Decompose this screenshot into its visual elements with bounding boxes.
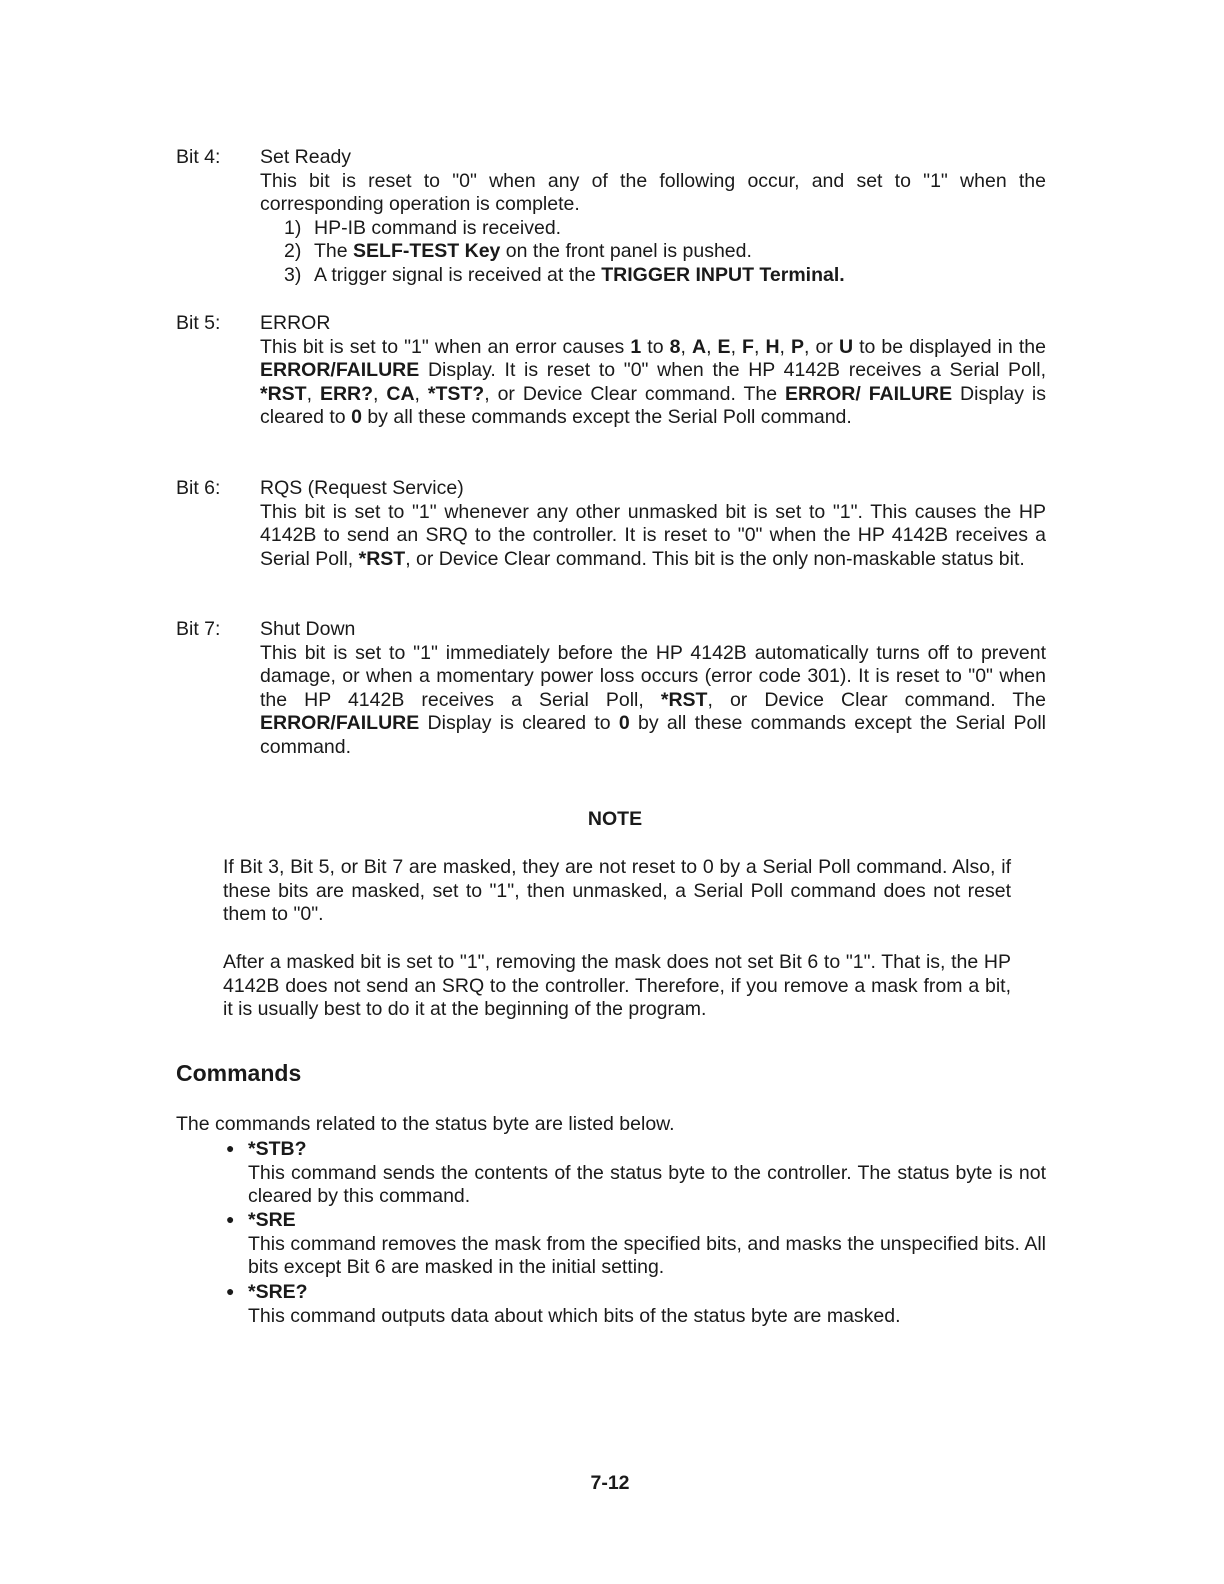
bold-term: ERR? [319,382,374,405]
bit-title: RQS (Request Service) [260,477,464,499]
list-item: 1) HP-IB command is received. [284,216,562,239]
bold-term: P [791,335,805,358]
text-run: Display. It is reset to "0" when the HP 4142B receives a Serial Poll, [419,359,1046,381]
text-run: This bit is set to "1" immediately before the HP 4142B automatically turns off to prevent damage, or when a momentary power loss occurs (error code 301). It is reset to "0" when the HP 4142B receives a Serial Poll, [260,641,1046,711]
bold-term: *TST? [427,382,485,405]
condition-list [260,217,1046,288]
text-run: , or Device Clear command. The [707,688,1046,711]
text-run: The [314,240,354,262]
text-run: , [730,335,743,358]
commands-intro: The commands related to the status byte are listed below. [176,1113,675,1135]
text-run: This bit is reset to "0" when any of the following occur, and set to "1" when the corresponding operation is complete. [260,169,1046,215]
bold-term: ERROR/FAILURE [260,712,420,734]
note-paragraph: After a masked bit is set to "1", removing the mask does not set Bit 6 to "1". That is, the HP 4142B does not send an SRQ to the controller. Therefore, if you remove a mask from a bit, it is usually best to do it at the beginning of the program. [223,951,1011,1020]
bold-term: F [742,335,754,358]
bit-label: Bit 6: [176,477,221,499]
command-name: *SRE? [248,1281,308,1303]
text-run: , [306,382,320,405]
bit-description [260,501,1046,572]
bold-term: 0 [618,712,630,734]
bold-term: *RST [260,382,307,405]
bit-6-entry [176,477,1046,571]
bit-label: Bit 4: [176,146,221,168]
text-run: This bit is set to "1" whenever any other unmasked bit is set to "1". This causes the HP 4142B to send an SRQ to the controller. It is reset to "0" when the HP 4142B receives a Serial Poll, [260,500,1046,570]
bit-4-entry [176,146,1046,287]
bold-term: A [691,335,707,358]
command-description: This command outputs data about which bits of the status byte are masked. [248,1304,901,1327]
text-run: Display is cleared to [419,712,619,734]
note-title: NOTE [587,808,643,830]
bit-description [260,336,1046,430]
text-run: , [779,335,792,358]
text-run: , [414,382,428,405]
bit-title: ERROR [260,312,331,334]
text-run: , or [804,335,839,358]
bold-term: ERROR/FAILURE [260,359,420,381]
text-run: , [680,335,692,358]
bold-term: 1 [630,335,642,358]
text-run: by all these commands except the Serial Poll command. [260,712,1046,758]
text-run: on the front panel is pushed. [500,240,752,262]
command-description: This command removes the mask from the specified bits, and masks the unspecified bits. All bits except Bit 6 are masked in the initial setting. [248,1232,1046,1278]
text-run: A trigger signal is received at the [314,263,602,286]
bit-7-entry [176,618,1046,759]
command-item [226,1137,1046,1209]
bold-term: *RST [358,547,406,570]
bit-title: Shut Down [260,618,356,640]
text-run: to [641,335,670,358]
page-number: 7-12 [590,1472,630,1494]
text-run: to be displayed in the [853,335,1046,358]
bit-description [260,170,1046,217]
commands-heading: Commands [176,1060,302,1086]
bullet-icon: ● [226,1283,235,1299]
bold-term: TRIGGER INPUT Terminal. [601,263,845,286]
bold-term: U [838,335,854,358]
bold-term: CA [386,382,415,405]
list-item: 3) A trigger signal is received at the TRIGGER INPUT Terminal. [284,263,845,286]
note-paragraph: If Bit 3, Bit 5, or Bit 7 are masked, they are not reset to 0 by a Serial Poll command. Also, if these bits are masked, set to "1", then unmasked, a Serial Poll command does not reset them to "0". [223,856,1011,925]
bold-term: H [765,335,780,358]
bullet-icon: ● [226,1140,235,1156]
text-run: by all these commands except the Serial Poll command. [361,406,852,428]
bit-title: Set Ready [260,146,352,168]
text-run: Display is cleared to [260,382,1046,428]
command-name: *STB? [248,1138,307,1160]
bold-term: 0 [351,406,362,428]
text-run: This bit is set to "1" when an error causes [260,335,631,358]
text-run: , or Device Clear command. This bit is the only non-maskable status bit. [405,547,1025,570]
bullet-icon: ● [226,1211,235,1227]
bit-5-entry [176,312,1046,430]
bold-term: SELF-TEST Key [353,240,501,262]
bold-term: *RST [660,688,708,711]
text-run: , or Device Clear command. The [484,382,785,405]
text-run: HP-IB command is received. [314,216,562,239]
command-item [226,1208,1046,1280]
command-item [226,1280,1046,1328]
bit-label: Bit 7: [176,618,221,640]
bit-label: Bit 5: [176,312,221,334]
bold-term: E [717,335,731,358]
bold-term: 8 [669,335,681,358]
list-item: 2) The SELF-TEST Key on the front panel is pushed. [284,240,752,262]
bold-term: ERROR/ FAILURE [784,382,953,405]
command-name: *SRE [248,1209,296,1231]
text-run: , [373,382,387,405]
text-run: , [753,335,766,358]
text-run: , [706,335,718,358]
command-description: This command sends the contents of the status byte to the controller. The status byte is not cleared by this command. [248,1161,1046,1207]
bit-description [260,642,1046,760]
